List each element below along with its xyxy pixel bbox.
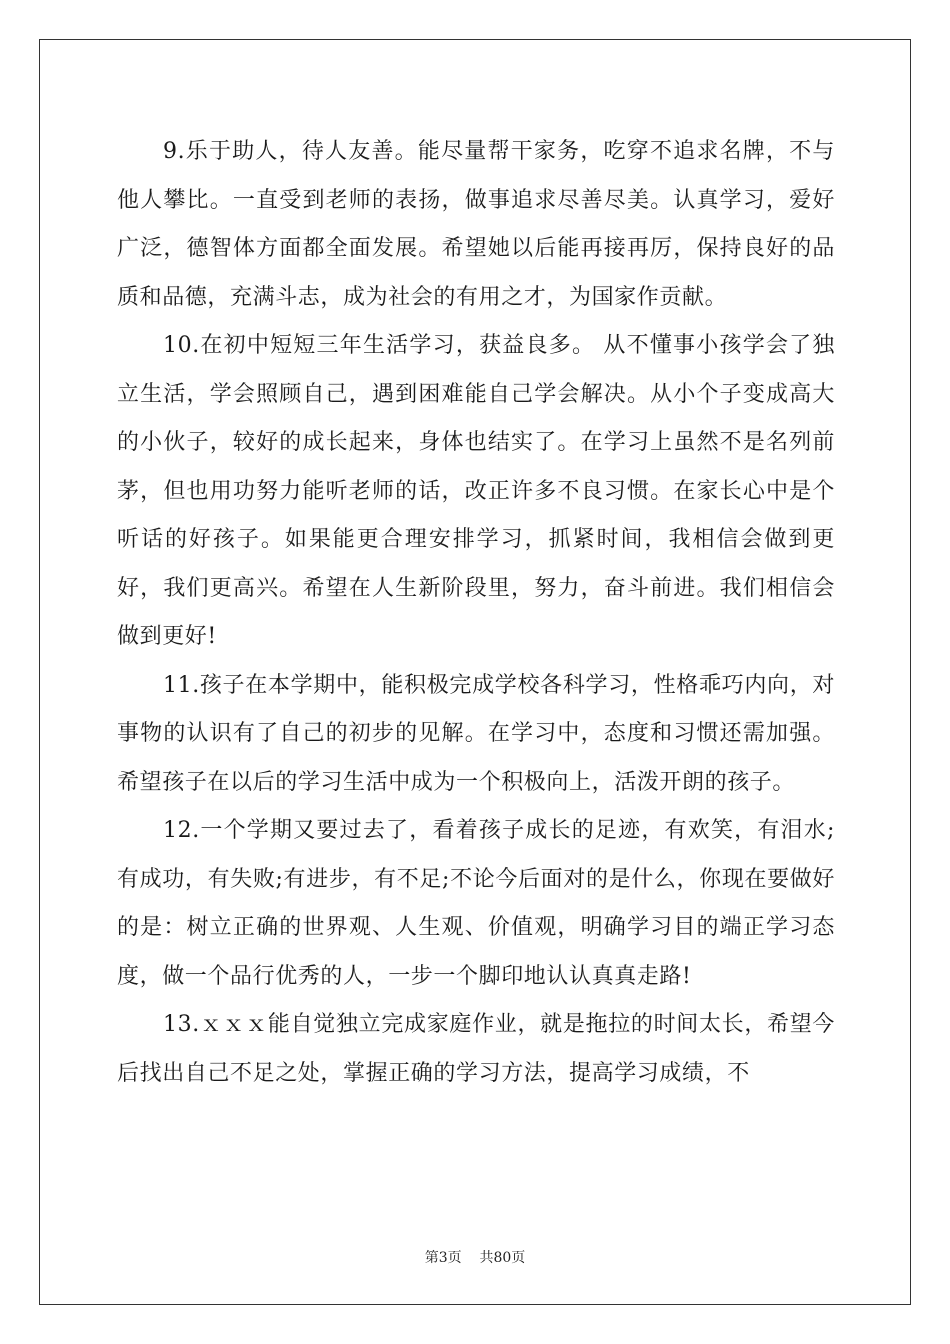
page-footer bbox=[0, 1247, 950, 1267]
page-total: 共80页 bbox=[479, 1250, 526, 1266]
paragraph-10: 10.在初中短短三年生活学习，获益良多。 从不懂事小孩学会了独立生活，学会照顾自己，遇到困难能自己学会解决。从小个子变成高大的小伙子，较好的成长起来，身体也结实了。在学习上虽然不是名列前茅，但也用功努力能听老师的话，改正许多不良习惯。在家长心中是个听话的好孩子。如果能更合理安排学习，抓紧时间，我相信会做到更好，我们更高兴。希望在人生新阶段里，努力，奋斗前进。我们相信会做到更好! bbox=[117, 333, 835, 649]
paragraph-13: 13.ｘｘｘ能自觉独立完成家庭作业，就是拖拉的时间太长，希望今后找出自己不足之处，掌握正确的学习方法，提高学习成绩，不 bbox=[117, 1012, 835, 1086]
page-number: 第3页 bbox=[424, 1250, 462, 1266]
document-body bbox=[117, 128, 835, 1098]
paragraph-11: 11.孩子在本学期中，能积极完成学校各科学习，性格乖巧内向，对事物的认识有了自己的初步的见解。在学习中，态度和习惯还需加强。希望孩子在以后的学习生活中成为一个积极向上，活泼开朗的孩子。 bbox=[117, 672, 835, 795]
paragraph-12: 12.一个学期又要过去了，看着孩子成长的足迹，有欢笑，有泪水;有成功，有失败;有进步，有不足;不论今后面对的是什么，你现在要做好的是：树立正确的世界观、人生观、价值观，明确学习目的端正学习态度，做一个品行优秀的人，一步一个脚印地认认真真走路! bbox=[117, 818, 835, 989]
paragraph-9: 9.乐于助人，待人友善。能尽量帮干家务，吃穿不追求名牌，不与他人攀比。一直受到老师的表扬，做事追求尽善尽美。认真学习，爱好广泛，德智体方面都全面发展。希望她以后能再接再厉，保持良好的品质和品德，充满斗志，成为社会的有用之才，为国家作贡献。 bbox=[117, 139, 835, 310]
